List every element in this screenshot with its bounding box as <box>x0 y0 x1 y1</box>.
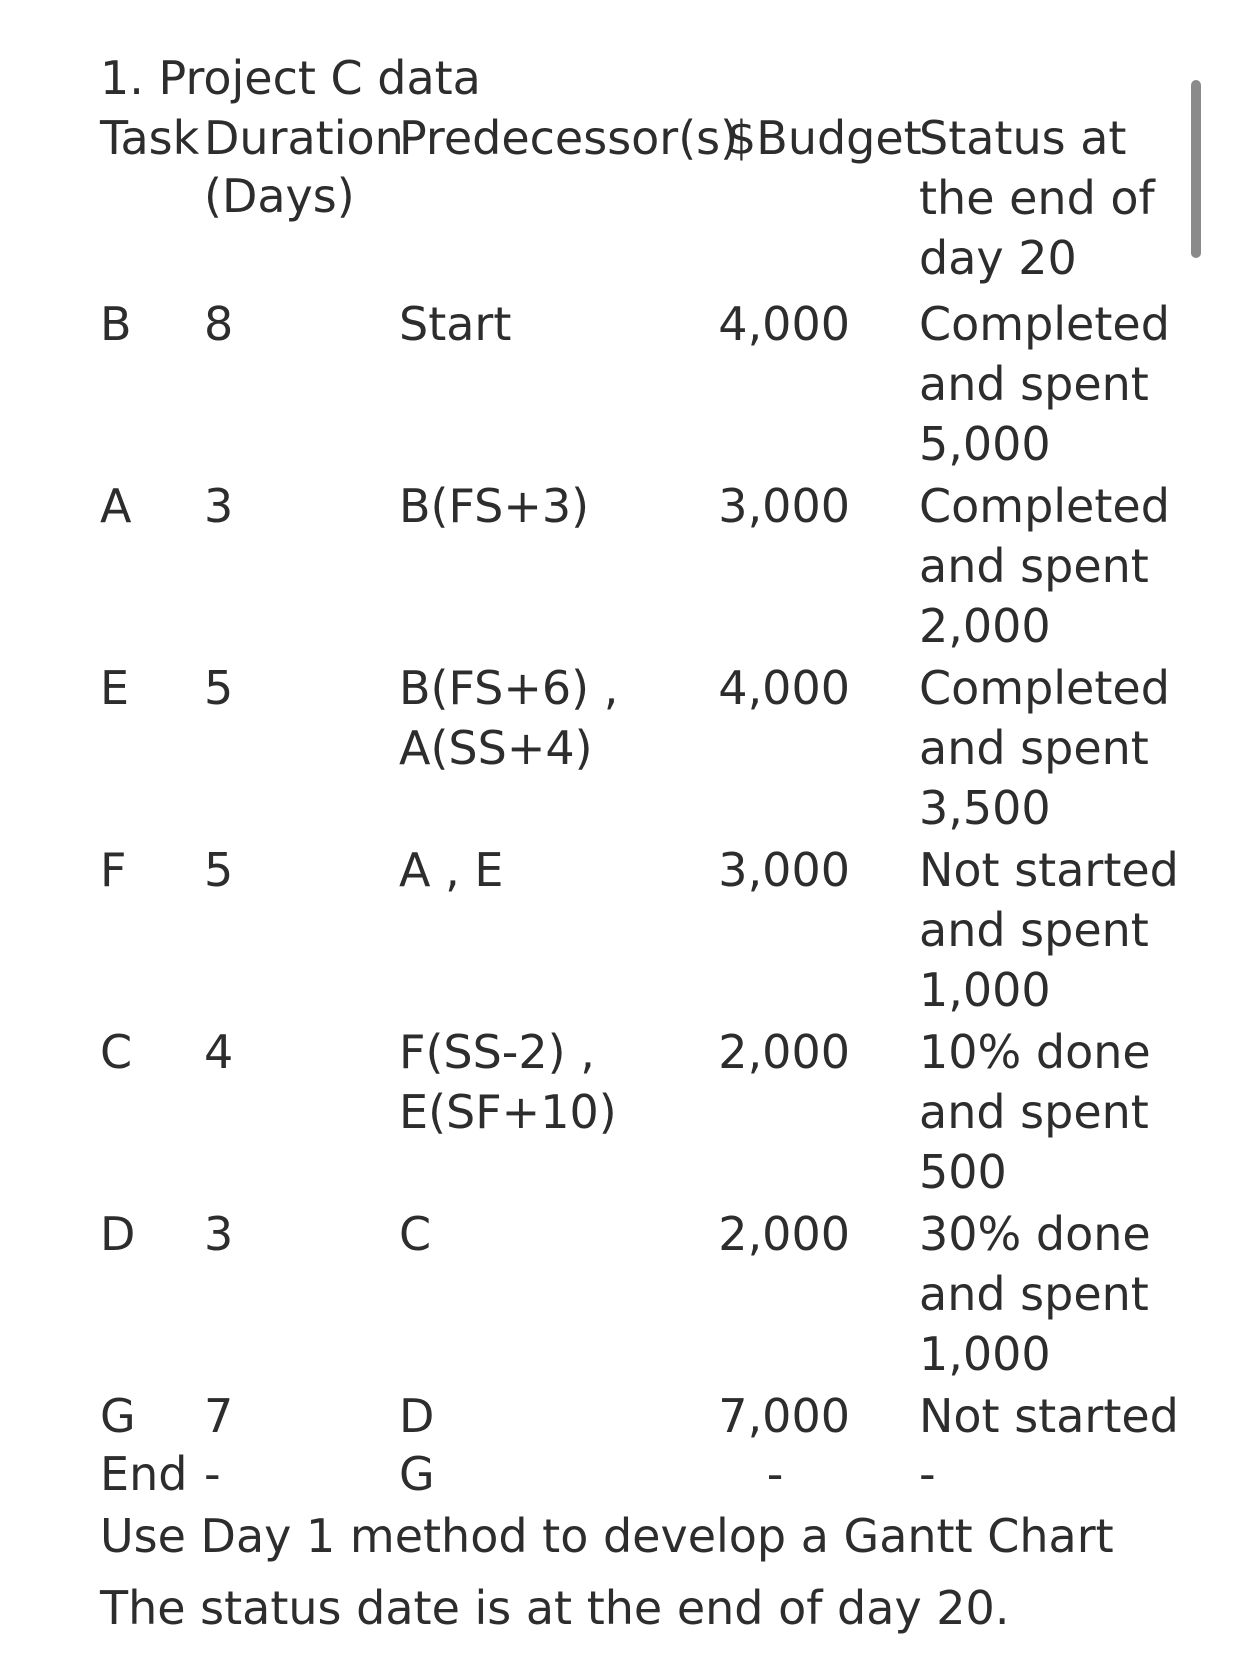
duration-cell: 4 <box>204 1025 234 1079</box>
duration-cell: 8 <box>204 297 234 351</box>
task-cell: G <box>100 1389 136 1443</box>
column-header-budget: $Budget <box>727 111 922 165</box>
task-cell: C <box>100 1025 133 1079</box>
column-header-task: Task <box>100 111 200 165</box>
budget-cell: 2,000 <box>718 1207 850 1261</box>
predecessors-cell: B(FS+3) <box>399 479 590 533</box>
budget-cell: 4,000 <box>718 297 850 351</box>
task-cell: B <box>100 297 132 351</box>
column-header-duration-units: (Days) <box>204 169 355 223</box>
predecessors-cell: G <box>399 1447 435 1501</box>
duration-cell: 5 <box>204 843 234 897</box>
task-cell: A <box>100 479 132 533</box>
status-cell: Not started <box>919 1389 1179 1443</box>
budget-cell: - <box>766 1447 784 1501</box>
duration-cell: 3 <box>204 1207 234 1261</box>
duration-cell: 3 <box>204 479 234 533</box>
column-header-status: Status at the end of day 20 <box>919 111 1155 285</box>
status-cell: Completed and spent 3,500 <box>919 661 1170 835</box>
predecessors-cell: A , E <box>399 843 504 897</box>
duration-cell: 7 <box>204 1389 234 1443</box>
duration-cell: 5 <box>204 661 234 715</box>
budget-cell: 4,000 <box>718 661 850 715</box>
task-cell: D <box>100 1207 136 1261</box>
page-title: 1. Project C data <box>100 51 481 105</box>
budget-cell: 3,000 <box>718 479 850 533</box>
instruction-text: Use Day 1 method to develop a Gantt Chart <box>100 1509 1114 1563</box>
status-cell: Completed and spent 5,000 <box>919 297 1170 471</box>
scrollbar-thumb[interactable] <box>1191 80 1201 258</box>
predecessors-cell: D <box>399 1389 435 1443</box>
task-cell: F <box>100 843 127 897</box>
predecessors-cell: F(SS-2) , E(SF+10) <box>399 1025 617 1139</box>
status-cell: 10% done and spent 500 <box>919 1025 1151 1199</box>
task-cell: End <box>100 1447 188 1501</box>
budget-cell: 2,000 <box>718 1025 850 1079</box>
status-cell: 30% done and spent 1,000 <box>919 1207 1151 1381</box>
status-date-text: The status date is at the end of day 20. <box>100 1581 1010 1635</box>
task-cell: E <box>100 661 130 715</box>
status-cell: Completed and spent 2,000 <box>919 479 1170 653</box>
column-header-predecessors: Predecessor(s) <box>399 111 739 165</box>
duration-cell: - <box>204 1447 221 1501</box>
column-header-duration: Duration <box>204 111 404 165</box>
budget-cell: 7,000 <box>718 1389 850 1443</box>
status-cell: Not started and spent 1,000 <box>919 843 1179 1017</box>
budget-cell: 3,000 <box>718 843 850 897</box>
predecessors-cell: B(FS+6) , A(SS+4) <box>399 661 619 775</box>
status-cell: - <box>919 1447 936 1501</box>
predecessors-cell: C <box>399 1207 432 1261</box>
predecessors-cell: Start <box>399 297 512 351</box>
